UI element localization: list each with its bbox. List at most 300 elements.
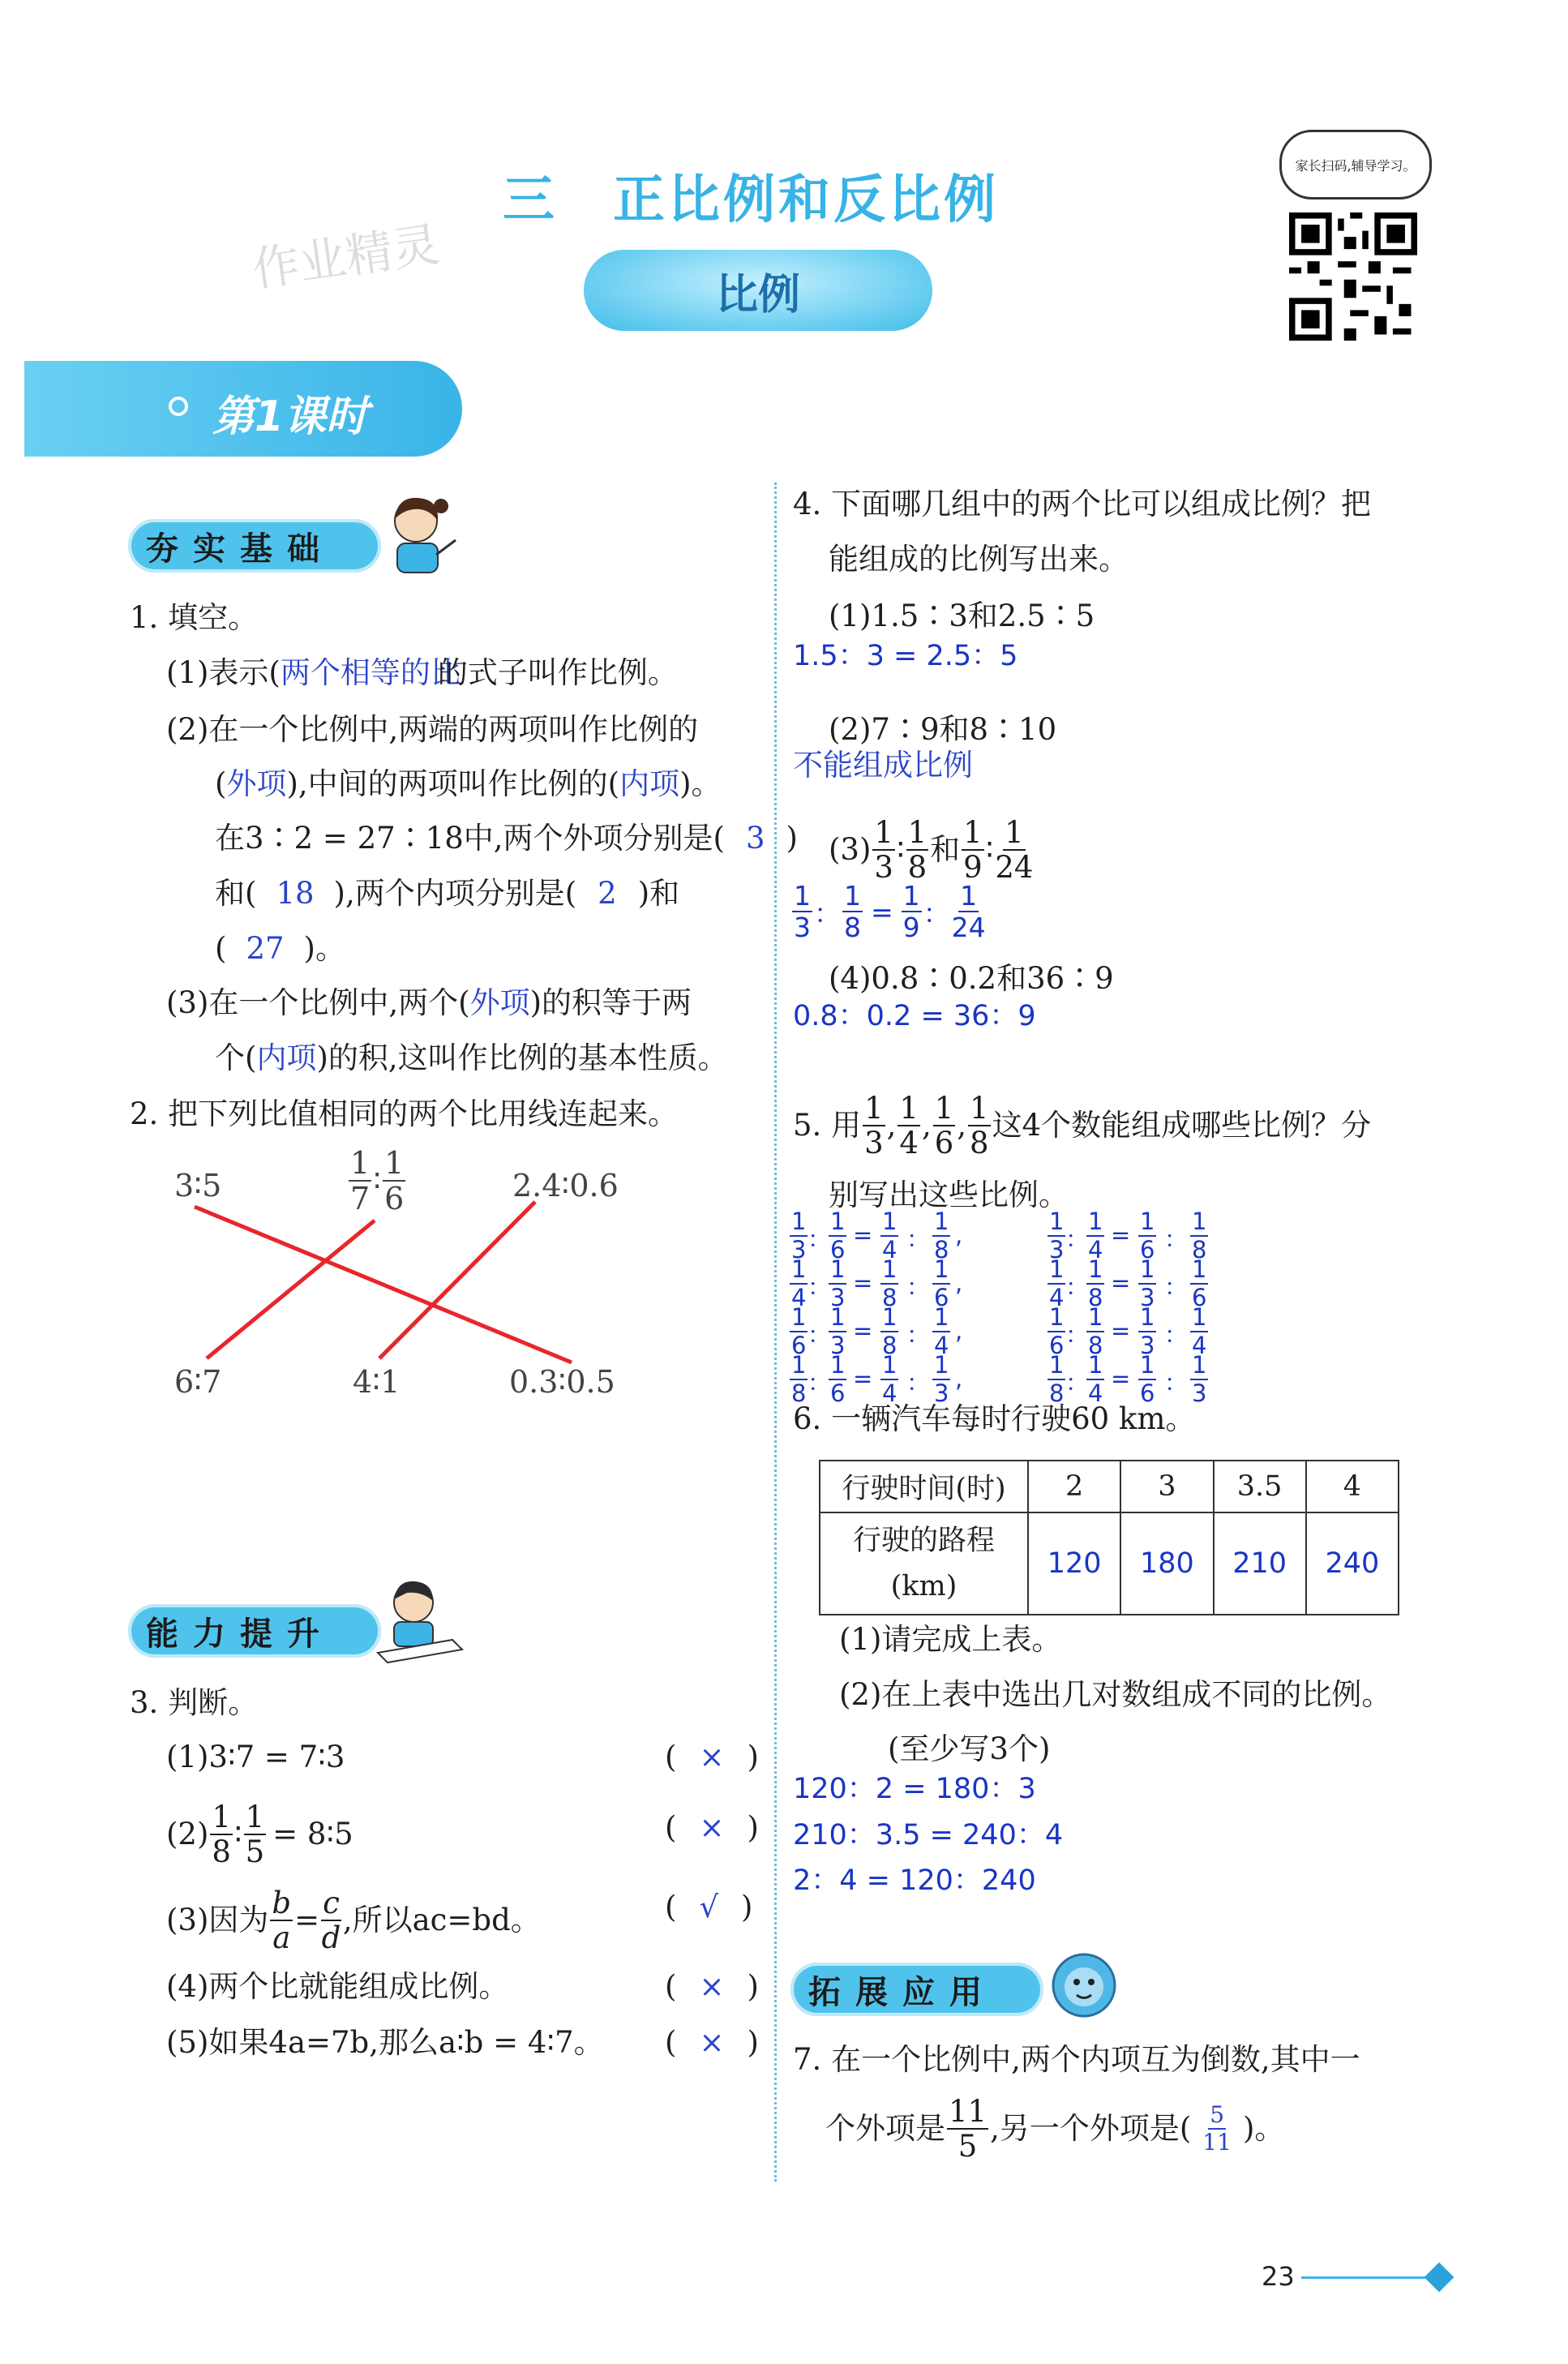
q5-answer-fraction	[932, 1210, 950, 1262]
q6-time-4: 4	[1306, 1461, 1399, 1512]
q2-frac-b-den: 6	[384, 1181, 405, 1216]
q3-i2-f1d: 8	[212, 1834, 231, 1869]
q5-frac-num: 1	[1088, 1255, 1103, 1283]
q4-a3-f2d: 8	[844, 912, 861, 943]
q3-item-2	[166, 1802, 353, 1867]
q5-frac-num: 1	[1192, 1303, 1207, 1331]
q5-frac-num: 1	[791, 1208, 807, 1235]
q3-mark-2	[665, 1810, 759, 1846]
section-ability-label: 能力提升	[146, 1615, 334, 1653]
q4-p3-f3d: 9	[963, 850, 983, 885]
q5-answer-fraction	[932, 1255, 950, 1311]
q6-answer-3: 2：4 = 120：240	[793, 1864, 1036, 1897]
q6-distance-label	[820, 1512, 1028, 1615]
q4-a3-sep1: ：	[814, 897, 841, 929]
q5-answer-fraction	[1086, 1210, 1104, 1262]
q5-f1n: 1	[864, 1091, 884, 1126]
q4-a3-f1d: 3	[794, 912, 811, 943]
q5-c2: ,	[921, 1107, 932, 1143]
q1-p1-b: 的式子叫作比例。	[437, 655, 678, 690]
q5-separator: ：	[1164, 1273, 1189, 1301]
q5-f3n: 1	[934, 1091, 954, 1126]
q5-frac-num: 1	[882, 1303, 898, 1331]
scan-note: 家长扫码,辅导学习。	[1295, 157, 1416, 174]
q1-p3-answer-outer: 外项	[469, 985, 530, 1020]
q4-a3-f1n: 1	[794, 880, 811, 912]
q5-frac-den: 4	[1192, 1332, 1207, 1359]
q6-answer-1: 120：2 = 180：3	[793, 1773, 1036, 1805]
q4-p3-f4d: 24	[995, 850, 1034, 885]
q1-p2-l4a: 和(	[215, 876, 257, 911]
q3-mark-1	[665, 1740, 759, 1775]
q3-i3-f1n: b	[272, 1886, 292, 1920]
q5-frac-den: 4	[1088, 1236, 1103, 1264]
q5-frac-den: 6	[934, 1284, 949, 1311]
q1-p2-answer-2: 2	[598, 876, 617, 911]
q1-p3-l2b: )的积,这叫作比例的基本性质。	[316, 1040, 728, 1075]
q3-i2-f2n: 1	[245, 1800, 265, 1834]
q5-answer-fraction	[880, 1303, 898, 1359]
q5-frac-num: 1	[882, 1351, 898, 1379]
q5-separator: ：	[808, 1369, 832, 1397]
q5-answer-fraction	[1138, 1255, 1156, 1311]
q5-frac-den: 8	[882, 1332, 898, 1359]
q7-l2b: ,另一个外项是(	[990, 2110, 1192, 2146]
unit-title: 三 正比例和反比例	[503, 170, 999, 230]
q4-a3-f4d: 24	[951, 912, 986, 943]
q5-answer-fraction	[1086, 1303, 1104, 1359]
q5-separator: ：	[1065, 1321, 1090, 1349]
q2-bottom-3: 0.3∶0.5	[509, 1364, 615, 1400]
q6-distance-3[interactable]: 210	[1214, 1512, 1306, 1615]
q7-l2a: 个外项是	[825, 2110, 945, 2146]
q3-m1-value: ×	[699, 1740, 725, 1774]
q5-frac-den: 3	[830, 1284, 846, 1311]
q3-i3-f1d: a	[272, 1920, 291, 1955]
q5-frac-den: 8	[1088, 1284, 1103, 1311]
q5-answer-row	[788, 1255, 1518, 1311]
q5-frac-den: 4	[1049, 1284, 1065, 1311]
q1-p2-l5b: )。	[303, 931, 345, 966]
q5-frac-num: 1	[1049, 1208, 1065, 1235]
watermark: 作业精灵	[249, 217, 443, 298]
q5-answer-fraction	[1190, 1255, 1208, 1311]
q7-l2c: )。	[1242, 2110, 1285, 2146]
q1-p3-l1b: )的积等于两	[529, 985, 692, 1020]
q5-answer-fraction	[790, 1255, 808, 1311]
q1-p2-answer-outer: 外项	[226, 766, 287, 801]
q5-frac-num: 1	[791, 1351, 807, 1379]
q5-answer-fraction	[790, 1210, 808, 1262]
q3-m5-close: )	[747, 2025, 759, 2060]
q5-answer-fraction	[1138, 1210, 1156, 1262]
q2-top-3: 2.4∶0.6	[512, 1168, 619, 1203]
q5-frac-den: 8	[791, 1379, 807, 1407]
q4-p3-f4n: 1	[1005, 815, 1024, 850]
q5-separator: =	[1111, 1269, 1131, 1297]
q5-frac-num: 1	[830, 1208, 846, 1235]
q1-p2-l4c: )和	[637, 876, 680, 911]
q5-separator: ：	[906, 1273, 931, 1301]
q5-frac-num: 1	[830, 1303, 846, 1331]
q5-frac-num: 1	[1192, 1351, 1207, 1379]
q3-m1-open: (	[665, 1740, 677, 1774]
q4-part1: (1)1.5∶3和2.5∶5	[829, 599, 1095, 633]
q5-separator: ：	[906, 1369, 931, 1397]
q5-separator: ：	[808, 1273, 832, 1301]
q2-frac-sep: ∶	[373, 1163, 382, 1199]
q5-frac-num: 1	[1140, 1351, 1155, 1379]
q1-p2-answer-3: 3	[745, 821, 765, 856]
q3-i3-f2n: c	[323, 1886, 340, 1920]
q5-separator: ：	[1065, 1369, 1090, 1397]
q5-frac-den: 8	[934, 1236, 949, 1264]
q4-title-l2: 能组成的比例写出来。	[829, 542, 1129, 577]
q4-p3-colon1: ∶	[896, 831, 905, 867]
q3-m1-close: )	[747, 1740, 759, 1774]
q5-frac-den: 8	[1049, 1379, 1065, 1407]
q5-answer-fraction	[932, 1351, 950, 1407]
q5-answer-fraction	[1047, 1303, 1065, 1359]
q5-answer-fraction	[1190, 1210, 1208, 1262]
q4-part2: (2)7∶9和8∶10	[829, 712, 1057, 747]
line-2.4-0.6-to-4-1	[379, 1202, 535, 1358]
q5-frac-den: 3	[1049, 1236, 1065, 1264]
q1-p2-l3a: 在3∶2 = 27∶18中,两个外项分别是(	[215, 821, 725, 856]
q5-separator: =	[853, 1365, 873, 1392]
q5-answer-fraction	[790, 1351, 808, 1407]
q5-answer-fraction	[1047, 1255, 1065, 1311]
q5-f2n: 1	[899, 1091, 919, 1126]
q5-frac-den: 3	[1140, 1284, 1155, 1311]
q5-title-a: 5. 用	[793, 1107, 862, 1143]
q6-distance-1[interactable]: 120	[1028, 1512, 1120, 1615]
q5-frac-num: 1	[830, 1351, 846, 1379]
q4-answer-2: 不能组成比例	[793, 748, 973, 783]
q5-f4d: 8	[970, 1126, 989, 1161]
q3-i2-sep: ∶	[233, 1816, 242, 1851]
q5-separator: ,	[955, 1365, 963, 1392]
q5-frac-num: 1	[882, 1208, 898, 1235]
q6-answer-2: 210：3.5 = 240：4	[793, 1819, 1064, 1851]
q6-part2-note: (至少写3个)	[888, 1731, 1051, 1766]
q3-mark-4	[665, 1969, 759, 2005]
q3-mark-5	[665, 2025, 759, 2061]
q4-p3-f2n: 1	[907, 815, 928, 850]
q5-frac-num: 1	[1140, 1255, 1155, 1283]
q5-frac-num: 1	[791, 1303, 807, 1331]
q5-frac-num: 1	[830, 1255, 846, 1283]
q5-answer-fraction	[1086, 1255, 1104, 1311]
q2-frac-b-num: 1	[384, 1145, 405, 1181]
subtitle: 比例	[715, 270, 800, 320]
q5-frac-den: 8	[1088, 1332, 1103, 1359]
q5-frac-num: 1	[791, 1255, 807, 1283]
q5-frac-den: 6	[1140, 1236, 1155, 1264]
q5-frac-den: 3	[1192, 1379, 1207, 1407]
q4-p3-f1n: 1	[874, 815, 893, 850]
section-ability	[128, 1604, 381, 1658]
q1-p2-l2b: ),中间的两项叫作比例的(	[286, 766, 620, 801]
q6-title: 6. 一辆汽车每时行驶60 km。	[793, 1401, 1196, 1436]
q1-p2-l3b: )	[786, 821, 798, 856]
q5-separator: =	[1111, 1365, 1131, 1392]
q5-frac-den: 3	[791, 1236, 807, 1264]
q2-title: 2. 把下列比值相同的两个比用线连起来。	[130, 1096, 679, 1131]
q5-frac-num: 1	[1192, 1208, 1207, 1235]
q5-frac-num: 1	[882, 1255, 898, 1283]
lesson-title: 第1课时	[212, 393, 369, 441]
q5-answer-fraction	[1047, 1351, 1065, 1407]
q5-separator: ：	[906, 1321, 931, 1349]
q1-p2-l2a: (	[215, 766, 227, 801]
q5-c1: ,	[886, 1107, 897, 1143]
q4-p3-f1d: 3	[874, 850, 893, 885]
q4-p3-f2d: 8	[907, 850, 928, 885]
q6-time-label: 行驶时间(时)	[820, 1461, 1028, 1512]
q5-separator: ：	[1164, 1225, 1189, 1253]
q4-a3-f4n: 1	[960, 880, 978, 912]
q4-a3-f3n: 1	[902, 880, 920, 912]
q6-distance-4[interactable]: 240	[1306, 1512, 1399, 1615]
q3-i2-f1n: 1	[212, 1800, 231, 1834]
q4-a3-f2n: 1	[844, 880, 861, 912]
q5-frac-den: 6	[1049, 1332, 1065, 1359]
q2-bottom-1: 6∶7	[174, 1364, 222, 1400]
q7-line2	[825, 2094, 1285, 2164]
q4-p3-colon2: ∶	[985, 831, 994, 867]
line-3-5-to-0.3-0.5	[195, 1207, 572, 1362]
q5-answer-row	[788, 1303, 1518, 1359]
q3-i3-a: (3)因为	[166, 1902, 269, 1937]
q3-m3-value: √	[699, 1890, 719, 1924]
q7-f1n: 11	[949, 2094, 987, 2129]
q5-frac-num: 1	[1140, 1303, 1155, 1331]
q5-separator: ：	[1164, 1321, 1189, 1349]
q5-frac-den: 4	[934, 1332, 949, 1359]
q3-m3-close: )	[741, 1890, 753, 1924]
q5-separator: ：	[1065, 1225, 1090, 1253]
q5-separator: ,	[955, 1317, 963, 1345]
q5-frac-den: 4	[882, 1236, 898, 1264]
q5-answer-fraction	[829, 1303, 846, 1359]
q5-title	[793, 1091, 1372, 1161]
q5-frac-den: 3	[1140, 1332, 1155, 1359]
q2-bottom-2: 4∶1	[353, 1364, 401, 1400]
q5-answer-row	[788, 1208, 1518, 1264]
q4-a3-f3d: 9	[902, 912, 920, 943]
q4-answer-1: 1.5：3 = 2.5：5	[793, 640, 1018, 672]
q3-m4-open: (	[665, 1969, 677, 2004]
q1-p2-l5a: (	[215, 931, 227, 966]
q1-part2-l1: (2)在一个比例中,两端的两项叫作比例的	[166, 712, 699, 747]
q5-frac-num: 1	[1049, 1255, 1065, 1283]
q4-title-l1: 4. 下面哪几组中的两个比可以组成比例？把	[793, 487, 1372, 521]
q5-answer-fraction	[829, 1255, 846, 1311]
q2-top-1: 3∶5	[174, 1168, 222, 1203]
q5-f2d: 4	[899, 1126, 919, 1161]
q3-title: 3. 判断。	[130, 1685, 259, 1720]
q4-a3-sep2: ：	[923, 897, 950, 929]
q5-frac-den: 3	[830, 1332, 846, 1359]
q3-m3-open: (	[665, 1890, 677, 1924]
q7-answer-num: 5	[1210, 2101, 1225, 2128]
q5-answer-fraction	[790, 1303, 808, 1359]
q1-p1-answer: 两个相等的比	[280, 655, 461, 690]
q5-frac-den: 8	[1192, 1236, 1207, 1264]
q2-frac-a-num: 1	[350, 1145, 371, 1181]
q5-frac-num: 1	[1049, 1351, 1065, 1379]
q3-item-5: (5)如果4a=7b,那么a∶b = 4∶7。	[166, 2025, 604, 2060]
q5-frac-den: 6	[830, 1236, 846, 1264]
page-number-line	[1301, 2276, 1437, 2279]
boy-writing-icon	[371, 1575, 467, 1667]
q1-p3-l2a: 个(	[215, 1040, 257, 1075]
q5-answer-fraction	[880, 1255, 898, 1311]
q5-answer-fraction	[1047, 1210, 1065, 1262]
q5-separator: =	[853, 1221, 873, 1249]
q5-frac-num: 1	[1140, 1208, 1155, 1235]
q5-answer-fraction	[880, 1210, 898, 1262]
q3-item-4: (4)两个比就能组成比例。	[166, 1969, 509, 2004]
line-frac-to-6-7	[207, 1221, 375, 1358]
q5-answer-fraction	[932, 1303, 950, 1359]
q5-frac-den: 6	[1192, 1284, 1207, 1311]
q5-answer-fraction	[1138, 1303, 1156, 1359]
q1-p3-answer-inner: 内项	[256, 1040, 317, 1075]
q5-frac-num: 1	[1088, 1208, 1103, 1235]
q3-m2-value: ×	[699, 1810, 725, 1845]
q3-m2-open: (	[665, 1810, 677, 1845]
q5-separator: ：	[906, 1225, 931, 1253]
q3-i2-f2d: 5	[245, 1834, 265, 1869]
page-number: 23	[1262, 2261, 1295, 2292]
q5-f4n: 1	[970, 1091, 989, 1126]
q5-answer-fraction	[880, 1351, 898, 1407]
q6-distance-label-l1: 行驶的路程	[852, 1525, 995, 1557]
q3-m5-value: ×	[699, 2025, 725, 2060]
q3-i3-f2d: d	[321, 1920, 341, 1955]
q5-answer-fraction	[829, 1210, 846, 1262]
q6-time-1: 2	[1028, 1461, 1120, 1512]
q4-part4: (4)0.8∶0.2和36∶9	[829, 961, 1114, 996]
q7-line1: 7. 在一个比例中,两个内项互为倒数,其中一	[793, 2042, 1360, 2077]
q5-f1d: 3	[864, 1126, 884, 1161]
q5-frac-den: 6	[1140, 1379, 1155, 1407]
q5-separator: =	[853, 1317, 873, 1345]
q5-title-b: 这4个数能组成哪些比例？分	[992, 1107, 1372, 1143]
q3-i3-b: ,所以ac=bd。	[342, 1902, 541, 1937]
q6-row-time	[820, 1461, 1399, 1512]
q5-separator: ：	[1065, 1273, 1090, 1301]
q5-frac-num: 1	[934, 1208, 949, 1235]
q5-c3: ,	[957, 1107, 967, 1143]
q1-p2-answer-18: 18	[276, 876, 315, 911]
q5-frac-den: 4	[791, 1284, 807, 1311]
q3-i2-b: = 8∶5	[272, 1816, 353, 1851]
q5-separator: ,	[955, 1221, 963, 1249]
q3-m4-close: )	[747, 1969, 759, 2004]
q5-separator: =	[853, 1269, 873, 1297]
q7-answer-den: 11	[1202, 2129, 1232, 2156]
q3-item-1: (1)3∶7 = 7∶3	[166, 1740, 345, 1774]
q1-p2-answer-inner: 内项	[619, 766, 680, 801]
q5-separator: ：	[1164, 1369, 1189, 1397]
q6-time-2: 3	[1120, 1461, 1213, 1512]
q5-separator: ：	[808, 1321, 832, 1349]
q3-i2-a: (2)	[166, 1816, 209, 1851]
q3-mark-3	[665, 1890, 752, 1925]
q4-answer-3	[790, 882, 987, 941]
q5-answer-fraction	[829, 1351, 846, 1407]
q5-frac-num: 1	[934, 1351, 949, 1379]
q5-answer-fraction	[1086, 1351, 1104, 1407]
q5-frac-den: 8	[882, 1284, 898, 1311]
q5-answer-fraction	[1190, 1351, 1208, 1407]
q3-m5-open: (	[665, 2025, 677, 2060]
q5-frac-den: 4	[1088, 1379, 1103, 1407]
section-basics-label: 夯实基础	[146, 530, 334, 568]
q3-item-3	[166, 1888, 541, 1953]
q5-frac-num: 1	[1088, 1351, 1103, 1379]
q5-frac-num: 1	[1049, 1303, 1065, 1331]
q6-table	[819, 1460, 1399, 1615]
q1-title: 1. 填空。	[130, 600, 259, 635]
q3-m4-value: ×	[699, 1969, 725, 2004]
q5-frac-num: 1	[934, 1303, 949, 1331]
q5-separator: ：	[808, 1225, 832, 1253]
q5-frac-den: 4	[882, 1379, 898, 1407]
q4-p3-a: (3)	[829, 831, 872, 867]
q4-answer-4: 0.8：0.2 = 36：9	[793, 1000, 1036, 1032]
q5-separator: =	[1111, 1317, 1131, 1345]
q6-distance-2[interactable]: 180	[1120, 1512, 1213, 1615]
section-extension-label: 拓展应用	[808, 1973, 996, 2011]
q5-separator: =	[1111, 1221, 1131, 1249]
q5-frac-den: 3	[934, 1379, 949, 1407]
q4-a3-eq: =	[871, 895, 893, 928]
q5-answer-fraction	[1190, 1303, 1208, 1359]
q5-frac-num: 1	[934, 1255, 949, 1283]
q1-p2-answer-27: 27	[246, 931, 285, 966]
q1-p2-l2c: )。	[679, 766, 722, 801]
q1-p3-l1a: (3)在一个比例中,两个(	[166, 985, 470, 1020]
q6-distance-label-l2: (km)	[890, 1570, 958, 1602]
q1-p2-l4b: ),两个内项分别是(	[333, 876, 577, 911]
q5-frac-den: 6	[791, 1332, 807, 1359]
q5-separator: ,	[955, 1269, 963, 1297]
section-extension	[790, 1963, 1043, 2016]
q5-frac-num: 1	[1088, 1303, 1103, 1331]
q6-part1: (1)请完成上表。	[839, 1622, 1062, 1657]
q3-m2-close: )	[747, 1810, 759, 1845]
q6-time-3: 3.5	[1214, 1461, 1306, 1512]
q1-p1-a: (1)表示(	[166, 655, 281, 690]
q3-i3-eq: =	[294, 1902, 320, 1937]
q5-title-l2: 别写出这些比例。	[829, 1178, 1069, 1212]
q7-f1d: 5	[958, 2129, 978, 2164]
q4-part3	[829, 815, 1035, 885]
q5-f3d: 6	[934, 1126, 954, 1161]
q5-answer-fraction	[1138, 1351, 1156, 1407]
q2-frac-a-den: 7	[350, 1181, 371, 1216]
q6-row-distance	[820, 1512, 1399, 1615]
q5-frac-den: 6	[830, 1379, 846, 1407]
q4-p3-f3n: 1	[963, 815, 983, 850]
q4-p3-and: 和	[930, 831, 961, 867]
q6-part2: (2)在上表中选出几对数组成不同的比例。	[839, 1677, 1392, 1712]
q5-frac-num: 1	[1192, 1255, 1207, 1283]
